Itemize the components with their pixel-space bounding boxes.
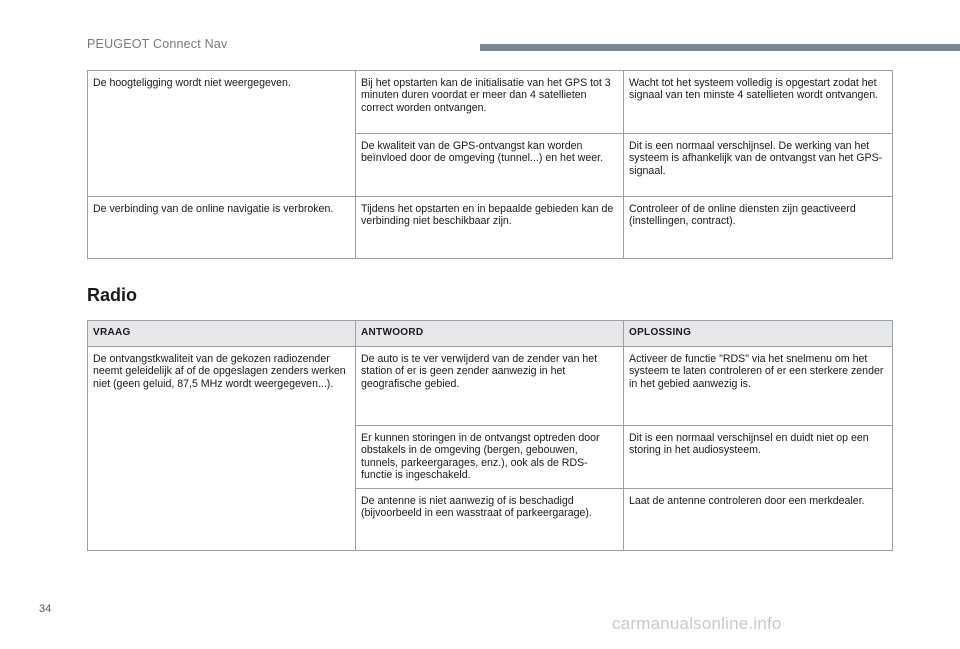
page-number: 34 [39, 603, 52, 615]
gps-troubleshooting-table [87, 70, 893, 259]
table-header-row [88, 321, 893, 347]
table-row [88, 71, 893, 134]
column-header-question: VRAAG [88, 321, 356, 347]
column-header-solution: OPLOSSING [624, 321, 893, 347]
watermark: carmanualsonline.info [612, 614, 782, 633]
column-header-answer: ANTWOORD [356, 321, 624, 347]
header-bar [480, 44, 960, 51]
section-title-radio: Radio [87, 285, 138, 305]
solution-cell: Dit is een normaal verschijnsel. De werking van het systeem is afhankelijk van de ontvangst van het GPS-signaal. [624, 134, 893, 197]
table-row [88, 347, 893, 426]
cause-cell: De antenne is niet aanwezig of is beschadigd (bijvoorbeeld in een wasstraat of parkeergarage). [356, 489, 624, 551]
radio-troubleshooting-table [87, 320, 893, 551]
solution-cell: Controleer of de online diensten zijn geactiveerd (instellingen, contract). [624, 197, 893, 259]
question-cell: De ontvangstkwaliteit van de gekozen radiozender neemt geleidelijk af of de opgeslagen zenders werken niet (geen geluid, 87,5 MHz wordt weergegeven...). [88, 347, 356, 551]
cause-cell: Er kunnen storingen in de ontvangst optreden door obstakels in de omgeving (bergen, gebouwen, tunnels, parkeergarages, enz.), ook als de RDS-functie is ingeschakeld. [356, 426, 624, 489]
solution-cell: Activeer de functie "RDS" via het snelmenu om het systeem te laten controleren of er een sterkere zender in het gebied aanwezig is. [624, 347, 893, 426]
cause-cell: Tijdens het opstarten en in bepaalde gebieden kan de verbinding niet beschikbaar zijn. [356, 197, 624, 259]
solution-cell: Dit is een normaal verschijnsel en duidt niet op een storing in het audiosysteem. [624, 426, 893, 489]
question-cell: De hoogteligging wordt niet weergegeven. [88, 71, 356, 197]
solution-cell: Wacht tot het systeem volledig is opgestart zodat het signaal van ten minste 4 satellieten wordt ontvangen. [624, 71, 893, 134]
table-row [88, 197, 893, 259]
header-title: PEUGEOT Connect Nav [87, 37, 228, 51]
question-cell: De verbinding van de online navigatie is verbroken. [88, 197, 356, 259]
cause-cell: De kwaliteit van de GPS-ontvangst kan worden beïnvloed door de omgeving (tunnel...) en het weer. [356, 134, 624, 197]
cause-cell: Bij het opstarten kan de initialisatie van het GPS tot 3 minuten duren voordat er meer dan 4 satellieten correct worden ontvangen. [356, 71, 624, 134]
solution-cell: Laat de antenne controleren door een merkdealer. [624, 489, 893, 551]
cause-cell: De auto is te ver verwijderd van de zender van het station of er is geen zender aanwezig in het geografische gebied. [356, 347, 624, 426]
